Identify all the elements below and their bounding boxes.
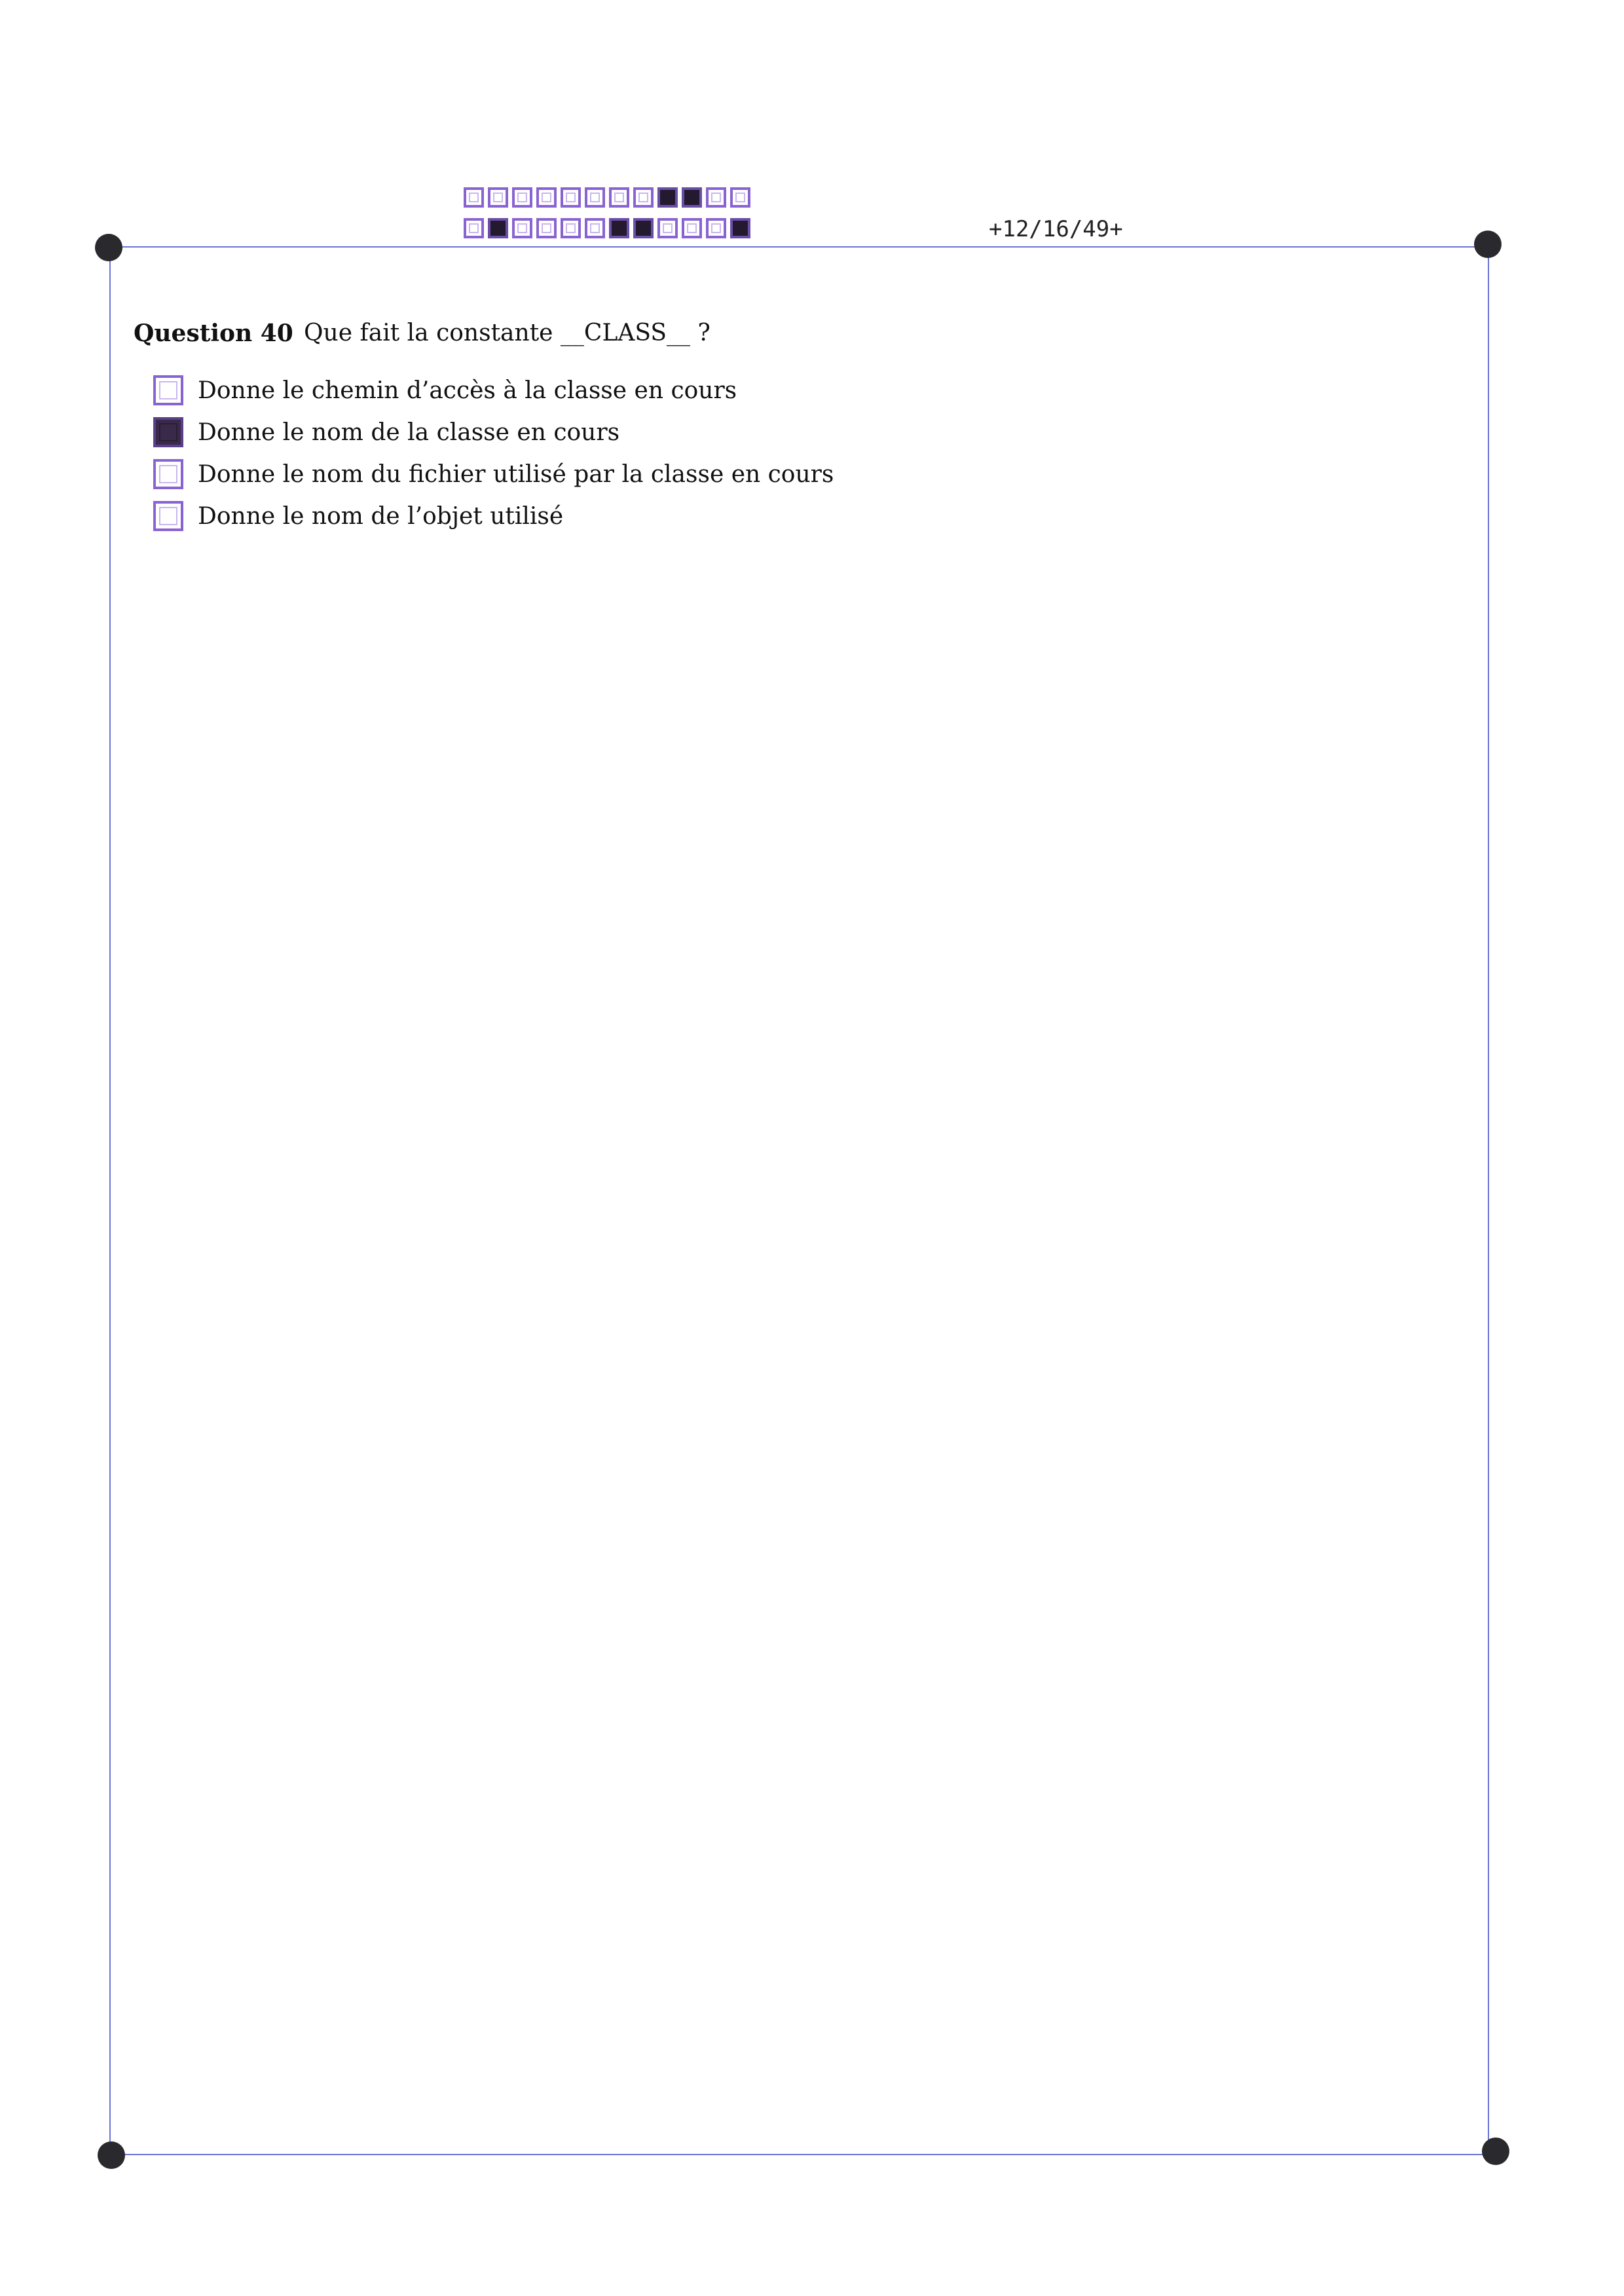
answer-label: Donne le nom de la classe en cours [198, 418, 620, 446]
id-code-cell [536, 187, 557, 208]
id-code-cell [706, 218, 726, 238]
corner-marker-bottom-left [98, 2141, 125, 2169]
frame-bottom-line [111, 2154, 1494, 2155]
id-code-cell [609, 187, 629, 208]
id-code-cell [657, 187, 678, 208]
id-code-cell [706, 187, 726, 208]
answer-checkbox[interactable] [153, 501, 183, 531]
id-code-row-2 [464, 218, 754, 238]
id-code-cell [561, 218, 581, 238]
page-id: +12/16/49+ [989, 216, 1123, 242]
id-code-cell [536, 218, 557, 238]
answer-label: Donne le nom du fichier utilisé par la classe en cours [198, 460, 834, 488]
id-code-cell [585, 218, 605, 238]
frame-right-line [1488, 245, 1489, 2153]
answer-list [153, 369, 834, 537]
answer-label: Donne le chemin d’accès à la classe en cours [198, 377, 737, 404]
answer-option-3[interactable] [153, 453, 834, 495]
frame-left-line [109, 248, 111, 2153]
id-code-cell [512, 218, 532, 238]
id-code-cell [488, 218, 508, 238]
id-code-cell [682, 218, 702, 238]
corner-marker-top-left [95, 234, 122, 261]
id-code-cell [464, 218, 484, 238]
question-header [134, 320, 710, 347]
id-code-cell [730, 218, 750, 238]
answer-option-2[interactable] [153, 411, 834, 453]
id-code-cell [609, 218, 629, 238]
frame-top-line [108, 246, 1486, 248]
id-code-row-1 [464, 187, 754, 208]
id-code-cell [633, 187, 654, 208]
id-code-cell [585, 187, 605, 208]
id-code-cell [657, 218, 678, 238]
answer-option-1[interactable] [153, 369, 834, 411]
question-number: Question 40 [134, 320, 293, 347]
id-code-cell [512, 187, 532, 208]
question-text: Que fait la constante __CLASS__ ? [304, 320, 710, 346]
corner-marker-top-right [1474, 231, 1502, 258]
id-code-cell [464, 187, 484, 208]
answer-checkbox[interactable] [153, 375, 183, 405]
answer-checkbox[interactable] [153, 417, 183, 447]
id-code-cell [488, 187, 508, 208]
answer-option-4[interactable] [153, 495, 834, 537]
answer-label: Donne le nom de l’objet utilisé [198, 502, 564, 530]
id-code-cell [682, 187, 702, 208]
id-code-cell [561, 187, 581, 208]
corner-marker-bottom-right [1482, 2138, 1509, 2165]
id-code-cell [730, 187, 750, 208]
id-code-cell [633, 218, 654, 238]
answer-checkbox[interactable] [153, 459, 183, 489]
